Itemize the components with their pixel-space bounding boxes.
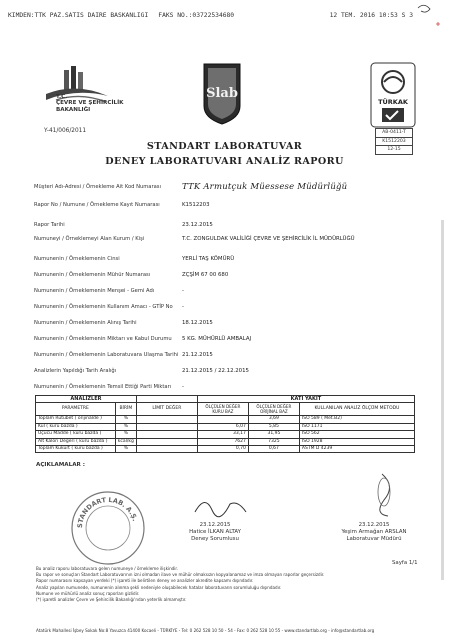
slab-logo-icon	[200, 62, 244, 126]
signature-role: Deney Sorumlusu	[191, 536, 239, 542]
table-group-header	[36, 396, 415, 403]
table-row	[36, 431, 415, 438]
footer-address: Atatürk Mahallesi İşbey Sokak No:8 Yavuzca 41400 Kocaeli - TÜRKİYE - Tel: 0 262 528 10 50 - 54 - Fax: 0 262 528 10 55 - www.standartlab.org - info@standartlab.org	[36, 628, 375, 633]
field-label: Numunenin / Örneklemenin Kullanım Amacı - GTİP No	[34, 304, 173, 310]
note-line: (*) işaretli analizler Çevre ve Şehircilik Bakanlığı'ndan yeterlik almamıştır.	[36, 597, 187, 603]
fax-date: 12 TEM. 2016 10:53 S 3	[329, 12, 413, 19]
field-label: Numunenin / Örneklemenin Menşei - Gemi Adı	[34, 288, 155, 294]
field-label: Müşteri Adı-Adresi / Örnekleme Ait Kod Numarası	[34, 184, 161, 190]
turkak-logo-icon	[370, 62, 416, 128]
field-value: K1512203	[182, 202, 210, 208]
table-cell	[136, 438, 197, 445]
stamp-line: 12-15	[375, 146, 413, 155]
field-row	[34, 236, 355, 242]
table-row	[36, 416, 415, 423]
field-row	[34, 182, 347, 192]
signature-name: Yeşim Armağan ARSLAN	[341, 529, 407, 535]
table-row	[36, 438, 415, 445]
field-value: 5 KG. MÜHÜRLÜ AMBALAJ	[182, 336, 252, 342]
table-cell: 0,67	[248, 446, 299, 453]
stamp-line: AB-0411-T	[375, 128, 413, 138]
table-cell: Toplam Kükürt ( kuru bazda )	[36, 446, 116, 453]
field-value: 21.12.2015	[182, 352, 213, 358]
page-number: Sayfa 1/1	[392, 560, 418, 566]
table-cell: ASTM D 4239	[299, 446, 414, 453]
note-line: Bu analiz raporu laboratuvara gelen numuneye / örnekleme ilişkindir.	[36, 566, 179, 571]
field-label: Rapor No / Numune / Örnekleme Kayıt Numarası	[34, 202, 160, 208]
table-cell: ISO 1171	[299, 423, 414, 430]
table-cell: 7627	[197, 438, 248, 445]
table-cell: 3,69	[248, 416, 299, 423]
fax-number: FAKS NO.:03722534680	[158, 12, 235, 19]
field-row	[34, 202, 210, 208]
field-value: -	[182, 384, 184, 390]
signature-name: Hatice İLKAN ALTAY	[189, 529, 241, 535]
table-cell: kcal/kg	[115, 438, 136, 445]
column-header: LİMİT DEĞER	[136, 403, 197, 416]
table-cell: 7325	[248, 438, 299, 445]
group-analizler: ANALİZLER	[36, 396, 137, 403]
note-line: Numune ve mühürlü analiz sonuç raporları gizlidir.	[36, 590, 140, 596]
field-value: -	[182, 304, 184, 310]
field-label: Numunenin / Örneklemenin Alınış Tarihi	[34, 320, 137, 326]
column-header: ÖLÇÜLEN DEĞER KURU BAZ	[197, 403, 248, 416]
signature-date: 23.12.2015	[358, 522, 390, 528]
company-stamp-icon	[68, 488, 148, 568]
field-row	[34, 320, 213, 326]
table-cell: Kül ( kuru bazda )	[36, 423, 116, 430]
field-label: Numunenin / Örneklemenin Miktarı ve Kabul Durumu	[34, 336, 172, 342]
slab-logo-text: Slab	[206, 86, 238, 101]
field-label: Numunenin / Örneklemenin Laboratuvara Ulaşma Tarihi	[34, 352, 179, 358]
table-cell: Toplam Rutubet ( orijinalde )	[36, 416, 116, 423]
field-label: Rapor Tarihi	[34, 222, 65, 228]
column-header: BİRİM	[115, 403, 136, 416]
group-kati-yakit: KATI YAKIT	[197, 396, 414, 403]
field-row	[34, 304, 184, 310]
table-header-row	[36, 403, 415, 416]
field-row	[34, 222, 213, 228]
turkak-label: TÜRKAK	[378, 98, 408, 106]
report-title-line1: STANDART LABORATUVAR	[146, 141, 303, 152]
table-cell: Uçucu Madde ( kuru bazda )	[36, 431, 116, 438]
table-cell: %	[115, 423, 136, 430]
table-cell: ISO 589 ( Met.B2)	[299, 416, 414, 423]
group-spacer	[136, 396, 197, 403]
table-cell: 31,95	[248, 431, 299, 438]
field-label: Numuneyi / Örneklemeyi Alan Kurum / Kişi	[34, 236, 145, 242]
signature-scribble-icon	[190, 490, 260, 522]
field-value: YERLİ TAŞ KÖMÜRÜ	[182, 256, 235, 262]
field-value: 23.12.2015	[182, 222, 213, 228]
signature-date: 23.12.2015	[199, 522, 231, 528]
ministry-line: T.C.	[56, 94, 68, 100]
table-cell	[136, 431, 197, 438]
table-cell: 6,07	[197, 423, 248, 430]
field-value: 21.12.2015 / 22.12.2015	[182, 368, 249, 374]
aciklamalar-label: AÇIKLAMALAR :	[36, 462, 86, 468]
column-header: ÖLÇÜLEN DEĞER ORİJİNAL BAZ	[248, 403, 299, 416]
field-value: ZÇŞİM 67 00 680	[182, 272, 229, 278]
table-cell: 33,17	[197, 431, 248, 438]
stamp-text: STANDART LAB. A.Ş.	[75, 495, 139, 529]
signature-block	[324, 522, 424, 543]
table-cell	[136, 446, 197, 453]
report-title-line2: DENEY LABORATUVARI ANALİZ RAPORU	[105, 156, 344, 167]
column-header: KULLANILAN ANALİZ ÖLÇÜM METODU	[299, 403, 414, 416]
note-line: Bu rapor ve sonuçları Standart Laboratuvarının izni olmadan ilave ve mühür olmaksızın kopyalanamaz ve imza olmayan raporlar geçersizdir.	[36, 572, 325, 578]
table-row	[36, 423, 415, 430]
signature-scribble-icon	[362, 470, 402, 520]
signature-role: Laboratuvar Müdürü	[346, 536, 402, 542]
ministry-line: ÇEVRE VE ŞEHİRCİLİK	[56, 100, 124, 107]
field-label: Numunenin / Örneklemenin Mühür Numarası	[34, 272, 151, 278]
scan-margin-shadow	[441, 220, 444, 580]
field-value: 18.12.2015	[182, 320, 213, 326]
note-line: Rapor numarasını kapsayan yerdeki (*) işareti ile belirtilen deney ve analizler akredite kapsamı dışındadır.	[36, 578, 254, 584]
table-cell	[136, 423, 197, 430]
ministry-line: BAKANLIĞI	[56, 106, 91, 113]
signature-block	[160, 522, 270, 543]
table-cell: %	[115, 446, 136, 453]
analysis-table	[35, 395, 415, 453]
pen-mark	[0, 0, 449, 60]
field-row	[34, 272, 228, 278]
field-row	[34, 352, 213, 358]
table-cell: Alt Kalori Değeri ( kuru bazda )	[36, 438, 116, 445]
field-label: Numunenin / Örneklemenin Temsil Ettiği Parti Miktarı	[34, 384, 172, 390]
table-cell: ISO 562	[299, 431, 414, 438]
table-cell: %	[115, 431, 136, 438]
ministry-name	[56, 94, 124, 113]
column-header: PARAMETRE	[36, 403, 116, 416]
table-cell	[197, 416, 248, 423]
field-row	[34, 368, 249, 374]
field-label: Numunenin / Örneklemenin Cinsi	[34, 256, 120, 262]
stamp-line: K1512203	[375, 138, 413, 147]
field-value: T.C. ZONGULDAK VALİLİĞİ ÇEVRE VE ŞEHİRCİLİK İL MÜDÜRLÜĞÜ	[182, 236, 355, 242]
field-label: Analizlerin Yapıldığı Tarih Aralığı	[34, 368, 117, 374]
form-number: Y-41/006/2011	[44, 128, 87, 134]
field-row	[34, 256, 234, 262]
field-value: -	[182, 288, 184, 294]
field-row	[34, 288, 184, 294]
table-cell: %	[115, 416, 136, 423]
table-cell: 5,85	[248, 423, 299, 430]
table-cell: 0,70	[197, 446, 248, 453]
field-row	[34, 336, 251, 342]
report-notes	[36, 566, 426, 603]
fax-from: KIMDEN:TTK PAZ.SATIS DAIRE BASKANLIGI	[8, 12, 149, 19]
field-row	[34, 384, 184, 390]
table-row	[36, 446, 415, 453]
note-line: Analiz yapılan numunede, numunenin alınma şekli nedeniyle oluşabilecek hatalar laboratuvarın sorumluluğu dışındadır.	[36, 584, 282, 590]
table-cell: ISO 1928	[299, 438, 414, 445]
field-value: TTK Armutçuk Müessese Müdürlüğü	[182, 182, 348, 192]
table-cell	[136, 416, 197, 423]
